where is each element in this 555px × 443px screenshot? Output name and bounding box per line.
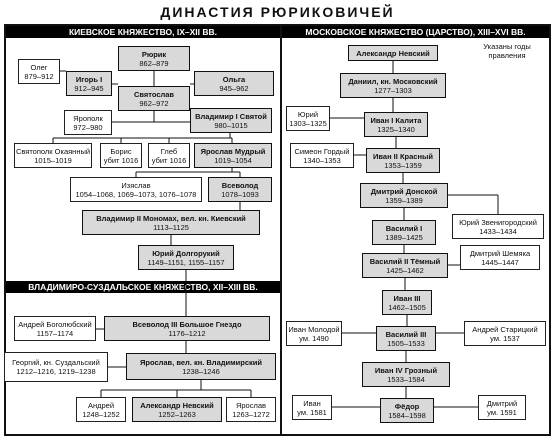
ruler-name: Юрий <box>297 109 319 119</box>
ruler-andrey-bogolyubsky <box>14 316 96 341</box>
ruler-name: Иван IV Грозный <box>374 365 438 375</box>
ruler-years: убит 1016 <box>103 155 139 165</box>
ruler-name: Ярополк <box>73 113 103 123</box>
ruler-fyodor <box>380 398 434 423</box>
ruler-simeon-gordy <box>290 143 354 168</box>
ruler-yaroslav-mudry <box>194 143 272 168</box>
ruler-years: 1340–1353 <box>303 155 341 165</box>
ruler-years: 1248–1252 <box>82 409 120 419</box>
ruler-name: Изяслав <box>121 180 151 190</box>
ruler-andrey <box>76 397 126 422</box>
ruler-name: Дмитрий <box>486 398 518 408</box>
ruler-years: 1015–1019 <box>34 155 72 165</box>
ruler-years: 962–972 <box>139 98 169 108</box>
ruler-years: 1533–1584 <box>387 374 425 384</box>
ruler-name: Борис <box>110 146 132 156</box>
ruler-ivan-son <box>292 395 332 420</box>
ruler-yuri <box>286 106 330 131</box>
ruler-name: Всеволод III Большое Гнездо <box>132 319 242 329</box>
ruler-name: Александр Невский <box>356 48 430 58</box>
ruler-years: 1176–1212 <box>168 328 206 338</box>
ruler-name: Владимир I Святой <box>195 111 267 121</box>
section-header-kiev: КИЕВСКОЕ КНЯЖЕСТВО, IX–XII ВВ. <box>6 26 280 38</box>
ruler-alexander-nevsky-vladimir <box>132 397 222 422</box>
ruler-yaropolk <box>64 110 112 135</box>
ruler-years: 1389–1425 <box>385 232 423 242</box>
ruler-years: 1277–1303 <box>374 85 412 95</box>
ruler-years: 1505–1533 <box>387 338 425 348</box>
ruler-name: Василий III <box>385 329 427 339</box>
ruler-yuri-dolgoruky <box>138 245 234 270</box>
ruler-years: 1212–1216, 1219–1238 <box>16 367 96 376</box>
ruler-yaroslav-vladimirsky <box>126 353 276 380</box>
ruler-ivan-kalita <box>364 112 428 137</box>
ruler-svyatopolk <box>14 143 92 168</box>
ruler-years: 912–945 <box>74 83 104 93</box>
ruler-name: Юрий Долгорукий <box>152 248 220 258</box>
ruler-dmitry-donskoy <box>360 183 448 208</box>
ruler-name: Всеволод <box>221 180 259 190</box>
ruler-ivan-iv-grozny <box>362 362 450 387</box>
ruler-vasily-iii <box>376 326 436 351</box>
ruler-years: 1353–1359 <box>384 160 422 170</box>
ruler-name: Иван II Красный <box>373 151 433 161</box>
section-header-moscow: МОСКОВСКОЕ КНЯЖЕСТВО (ЦАРСТВО), XIII–XVI ВВ. <box>282 26 549 38</box>
ruler-years: 1433–1434 <box>479 226 517 236</box>
ruler-name: Глеб <box>160 146 178 156</box>
ruler-name: Ярослав, вел. кн. Владимирский <box>139 357 262 367</box>
ruler-name: Ярослав <box>235 400 267 410</box>
ruler-name: Иван <box>303 398 321 408</box>
ruler-alexander-nevsky-moscow <box>348 45 438 61</box>
ruler-years: 1078–1093 <box>221 189 259 199</box>
ruler-name: Фёдор <box>394 401 420 411</box>
ruler-name: Дмитрий Шемяка <box>469 248 531 258</box>
ruler-name: Ярослав Мудрый <box>200 146 266 156</box>
ruler-name: Игорь I <box>75 74 103 84</box>
ruler-years: 945–962 <box>219 83 249 93</box>
ruler-years: 1445–1447 <box>481 257 519 267</box>
ruler-years: 1238–1246 <box>182 366 220 376</box>
ruler-ivan-ii <box>366 148 440 173</box>
ruler-years: 1359–1389 <box>385 195 423 205</box>
ruler-years: 879–912 <box>24 71 54 81</box>
ruler-name: Ольга <box>222 74 246 84</box>
section-header-vladimir-suzdal: ВЛАДИМИРО-СУЗДАЛЬСКОЕ КНЯЖЕСТВО, XII–XIII ВВ. <box>6 281 280 293</box>
ruler-years: убит 1016 <box>151 155 187 165</box>
ruler-georgy-suzdalsky <box>4 352 108 382</box>
ruler-name: Святополк Окаянный <box>15 146 91 156</box>
ruler-years: 1263–1272 <box>232 409 270 419</box>
ruler-years: ум. 1537 <box>490 333 520 343</box>
ruler-years: 1425–1462 <box>386 265 424 275</box>
ruler-vasily-i <box>372 220 436 245</box>
ruler-name: Иван Молодой <box>288 324 340 334</box>
ruler-name: Дмитрий Донской <box>370 186 438 196</box>
ruler-gleb <box>148 143 190 168</box>
ruler-years: 1584–1598 <box>388 410 426 420</box>
ruler-years: ум. 1591 <box>487 407 517 417</box>
ruler-years: 1303–1325 <box>289 118 327 128</box>
ruler-years: 1462–1505 <box>388 302 426 312</box>
ruler-name: Юрий Звенигородский <box>459 217 537 227</box>
ruler-ivan-molodoy <box>286 321 342 346</box>
ruler-izyaslav <box>70 177 202 202</box>
ruler-years: 1325–1340 <box>377 124 415 134</box>
diagram-title: ДИНАСТИЯ РЮРИКОВИЧЕЙ <box>160 4 395 20</box>
ruler-name: Андрей <box>87 400 115 410</box>
ruler-years: ум. 1490 <box>299 333 329 343</box>
ruler-years: 862–879 <box>139 58 169 68</box>
ruler-name: Василий I <box>385 223 423 233</box>
ruler-name: Иван III <box>393 293 421 303</box>
ruler-yuri-zvenigorodsky <box>452 214 544 239</box>
ruler-andrey-staritsky <box>464 321 546 346</box>
reign-years-note: Указаны годы правления <box>483 42 531 60</box>
ruler-name: Георгий, кн. Суздальский <box>12 358 100 367</box>
ruler-years: 1113–1125 <box>153 222 189 232</box>
ruler-oleg <box>18 59 60 84</box>
ruler-years: 972–980 <box>73 122 103 132</box>
ruler-vladimir-monomakh <box>82 210 260 235</box>
ruler-name: Святослав <box>133 89 175 99</box>
ruler-olga <box>194 71 274 96</box>
ruler-name: Василий II Тёмный <box>369 256 441 266</box>
ruler-vladimir-i <box>190 108 272 133</box>
ruler-vasily-ii <box>362 253 448 278</box>
ruler-years: 1252–1263 <box>158 409 196 419</box>
ruler-igor-i <box>66 71 112 96</box>
ruler-svyatoslav <box>118 86 190 111</box>
ruler-name: Владимир II Мономах, вел. кн. Киевский <box>96 213 246 223</box>
ruler-ivan-iii <box>382 290 432 315</box>
ruler-name: Даниил, кн. Московский <box>348 76 438 86</box>
ruler-dmitry <box>478 395 526 420</box>
ruler-name: Андрей Боголюбский <box>18 319 92 329</box>
ruler-vsevolod <box>208 177 272 202</box>
ruler-years: 980–1015 <box>214 120 248 130</box>
ruler-years: 1157–1174 <box>36 328 74 338</box>
ruler-yaroslav-ii <box>226 397 276 422</box>
ruler-years: 1149–1151, 1155–1157 <box>147 257 225 267</box>
ruler-name: Рюрик <box>141 49 167 59</box>
ruler-name: Андрей Старицкий <box>472 324 538 334</box>
ruler-years: ум. 1581 <box>297 407 327 417</box>
ruler-name: Олег <box>30 62 48 72</box>
ruler-dmitry-shemyaka <box>460 245 540 270</box>
ruler-vsevolod-iii <box>104 316 270 341</box>
ruler-name: Симеон Гордый <box>294 146 350 156</box>
ruler-rurik <box>118 46 190 71</box>
ruler-name: Иван I Калита <box>370 115 422 125</box>
ruler-name: Александр Невский <box>140 400 214 410</box>
ruler-years: 1019–1054 <box>214 155 252 165</box>
ruler-daniil <box>340 73 446 98</box>
ruler-years: 1054–1068, 1069–1073, 1076–1078 <box>75 189 197 199</box>
ruler-boris <box>100 143 142 168</box>
